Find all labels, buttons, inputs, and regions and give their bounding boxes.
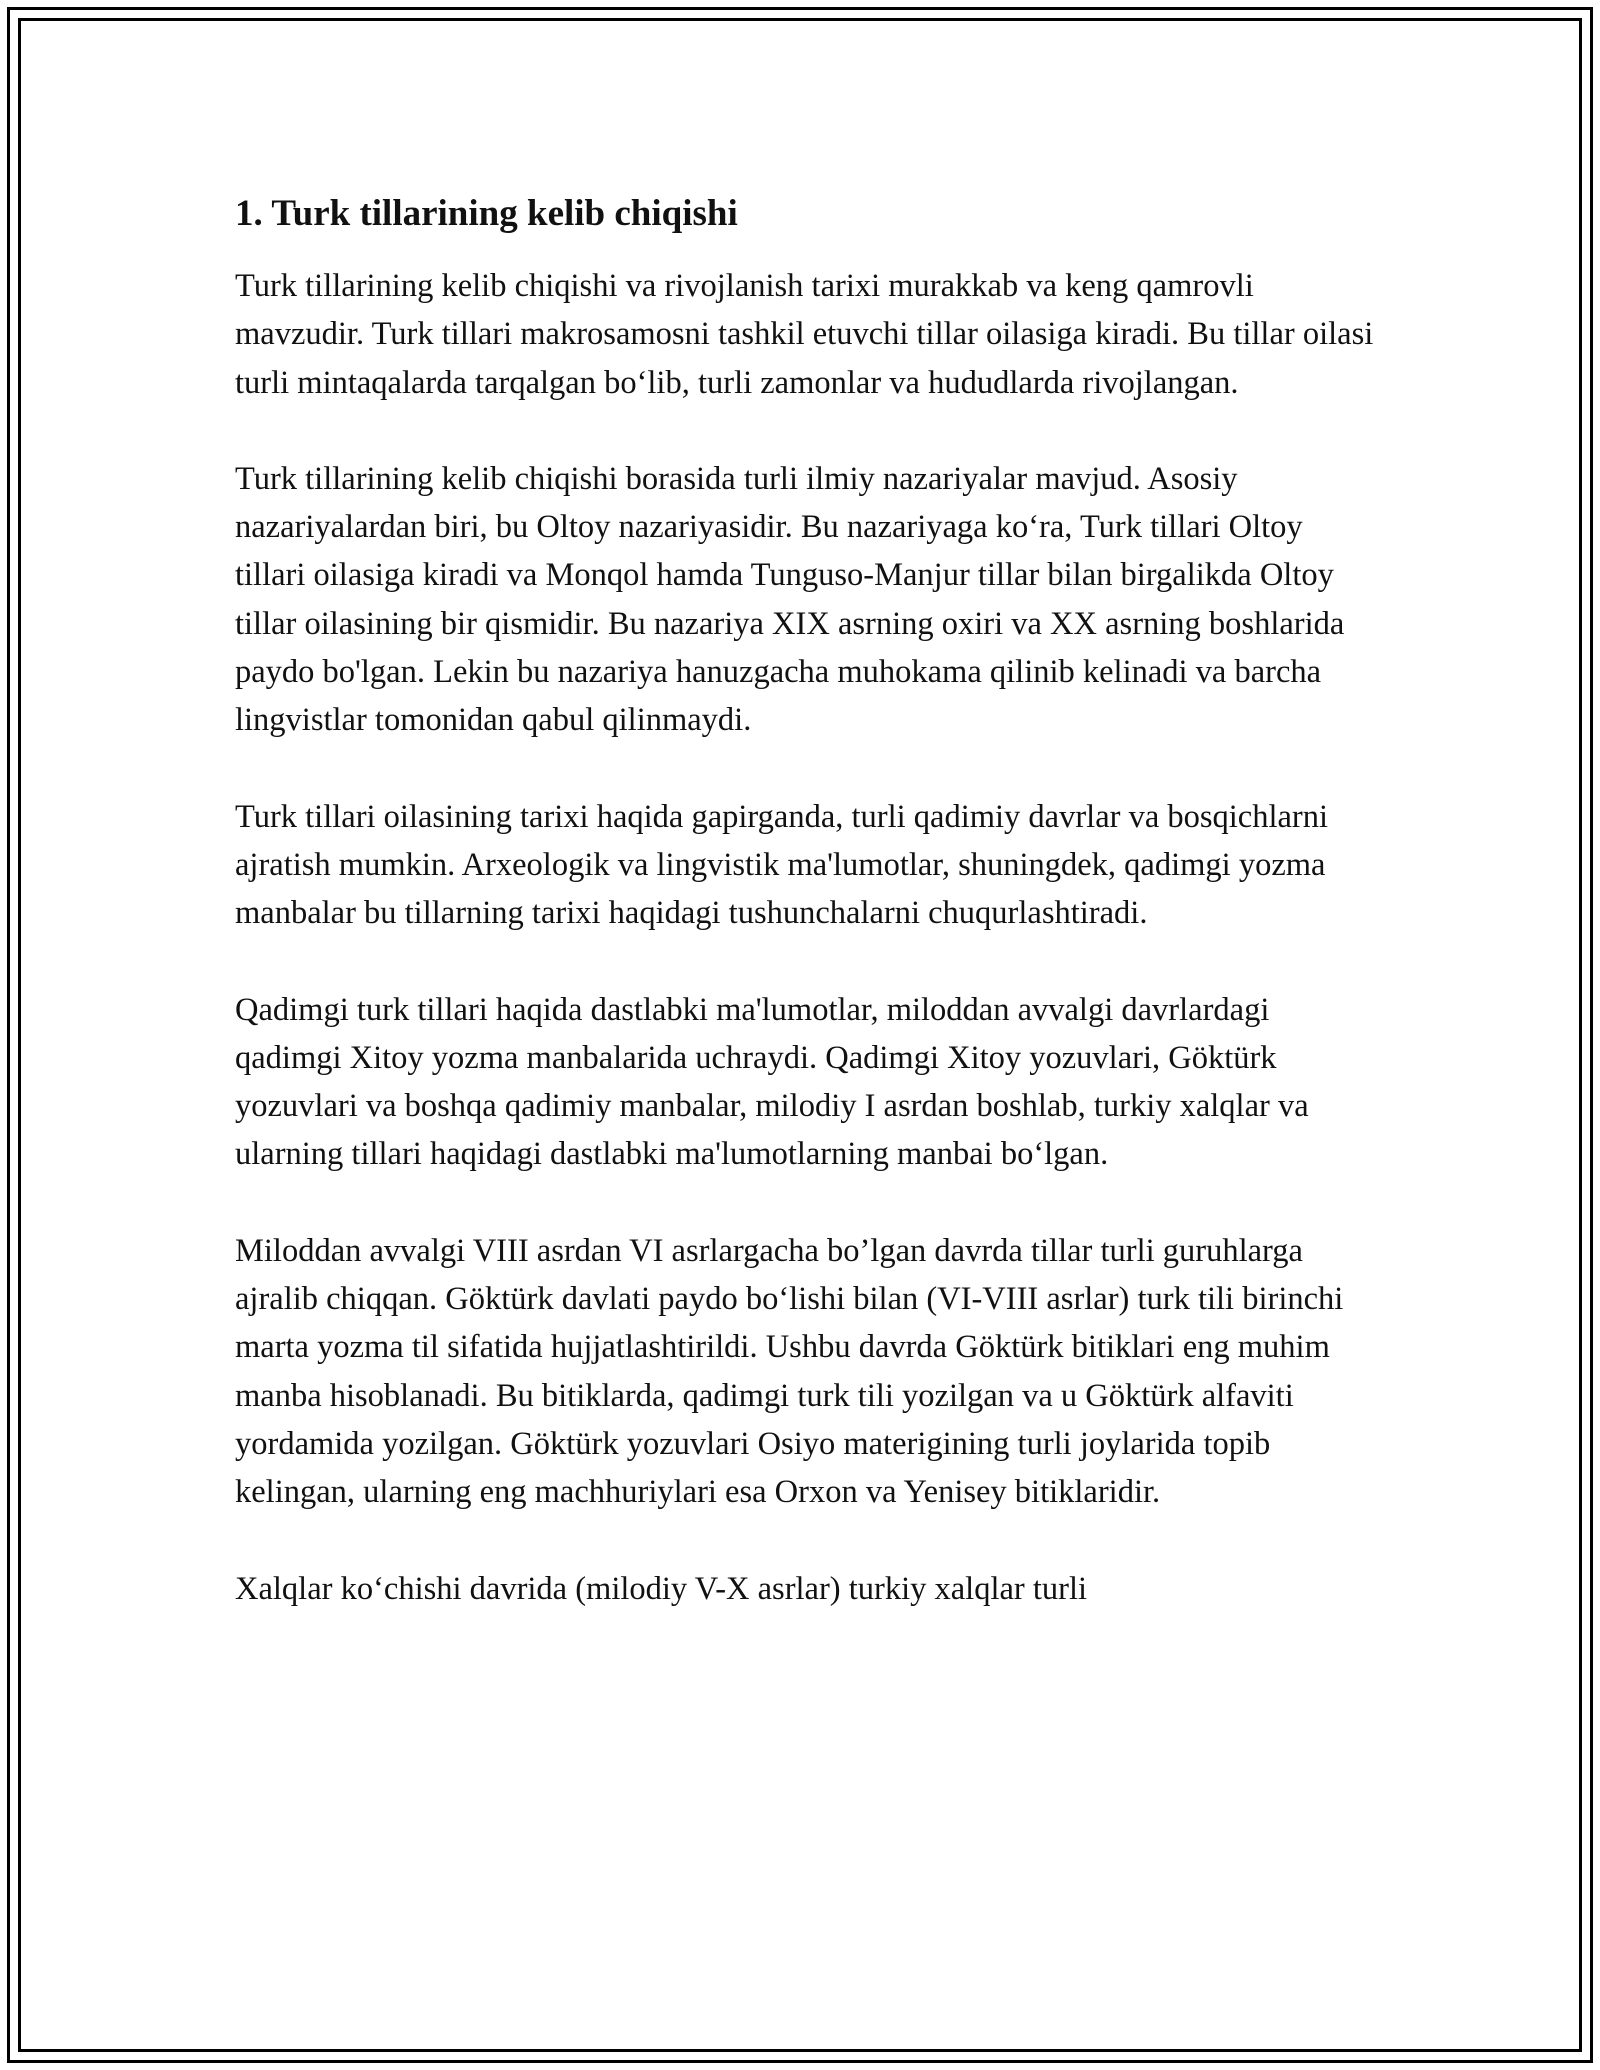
paragraph-2: Turk tillarining kelib chiqishi borasida turli ilmiy nazariyalar mavjud. Asosiy nazariyalardan biri, bu Oltoy nazariyasidir. Bu nazariyaga ko‘ra, Turk tillari Oltoy tillari oilasiga kiradi va Monqol hamda Tunguso-Manjur tillar bilan birgalikda Oltoy tillar oilasining bir qismidir. Bu nazariya XIX asrning oxiri va XX asrning boshlarida paydo bo'lgan. Lekin bu nazariya hanuzgacha muhokama qilinib kelinadi va barcha lingvistlar tomonidan qabul qilinmaydi. (235, 460, 1345, 739)
paragraph-5: Miloddan avvalgi VIII asrdan VI asrlargacha bo’lgan davrda tillar turli guruhlarga ajralib chiqqan. Göktürk davlati paydo bo‘lishi bilan (VI-VIII asrlar) turk tili birinchi marta yozma til sifatida hujjatlashtirildi. Ushbu davrda Göktürk bitiklari eng muhim manba hisoblanadi. Bu bitiklarda, qadimgi turk tili yozilgan va u Göktürk alfaviti yordamida yozilgan. Göktürk yozuvlari Osiyo materigining turli joylarida topib kelingan, ularning eng machhuriylari esa Orxon va Yenisey bitiklaridir. (235, 1232, 1344, 1511)
paragraph-6: Xalqlar ko‘chishi davrida (milodiy V-X asrlar) turkiy xalqlar turli (235, 1570, 1088, 1607)
section-heading: 1. Turk tillarining kelib chiqishi (235, 193, 738, 234)
document-body (235, 188, 1375, 1661)
paragraph-3: Turk tillari oilasining tarixi haqida gapirganda, turli qadimiy davrlar va bosqichlarni ajratish mumkin. Arxeologik va lingvistik ma'lumotlar, shuningdek, qadimgi yozma manbalar bu tillarning tarixi haqidagi tushunchalarni chuqurlashtiradi. (235, 798, 1329, 932)
paragraph-4: Qadimgi turk tillari haqida dastlabki ma'lumotlar, miloddan avvalgi davrlardagi qadimgi Xitoy yozma manbalarida uchraydi. Qadimgi Xitoy yozuvlari, Göktürk yozuvlari va boshqa qadimiy manbalar, milodiy I asrdan boshlab, turkiy xalqlar va ularning tillari haqidagi dastlabki ma'lumotlarning manbai bo‘lgan. (235, 991, 1309, 1173)
paragraph-1: Turk tillarining kelib chiqishi va rivojlanish tarixi murakkab va keng qamrovli mavzudir. Turk tillari makrosamosni tashkil etuvchi tillar oilasiga kiradi. Bu tillar oilasi turli mintaqalarda tarqalgan bo‘lib, turli zamonlar va hududlarda rivojlangan. (235, 268, 1374, 401)
